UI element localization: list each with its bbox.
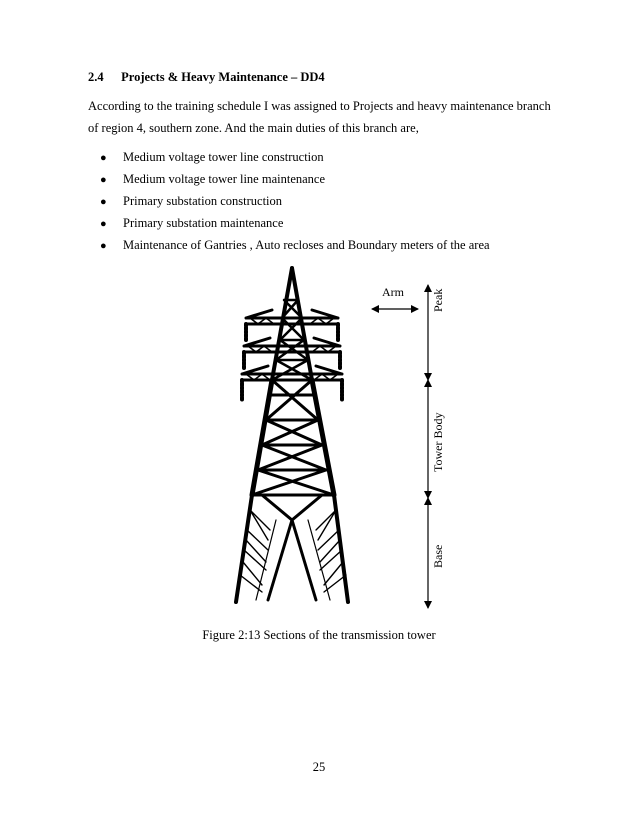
bullet-icon: ● — [100, 196, 107, 208]
list-item-text: Medium voltage tower line maintenance — [123, 172, 326, 186]
bullet-icon: ● — [100, 174, 107, 186]
arm-label: Arm — [382, 285, 404, 299]
figure-caption: Figure 2:13 Sections of the transmission tower — [202, 628, 436, 642]
bullet-icon: ● — [100, 240, 107, 252]
list-item-text: Maintenance of Gantries , Auto recloses and Boundary meters of the area — [123, 238, 490, 252]
page-number: 25 — [312, 760, 326, 774]
intro-paragraph: According to the training schedule I was assigned to Projects and heavy maintenance branch of region 4, southern zone. And the main duties of this branch are, — [88, 99, 551, 135]
bullet-icon: ● — [100, 218, 107, 230]
tower-body-label: Tower Body — [431, 412, 445, 472]
list-item-text: Primary substation maintenance — [123, 216, 284, 230]
section-number: 2.4 — [88, 70, 104, 84]
tower-icon — [236, 268, 348, 602]
list-item-text: Primary substation construction — [123, 194, 283, 208]
base-label: Base — [431, 544, 445, 568]
section-title: Projects & Heavy Maintenance – DD4 — [121, 70, 325, 84]
list-item-text: Medium voltage tower line construction — [123, 150, 324, 164]
peak-label: Peak — [431, 288, 445, 312]
bullet-icon: ● — [100, 152, 107, 164]
